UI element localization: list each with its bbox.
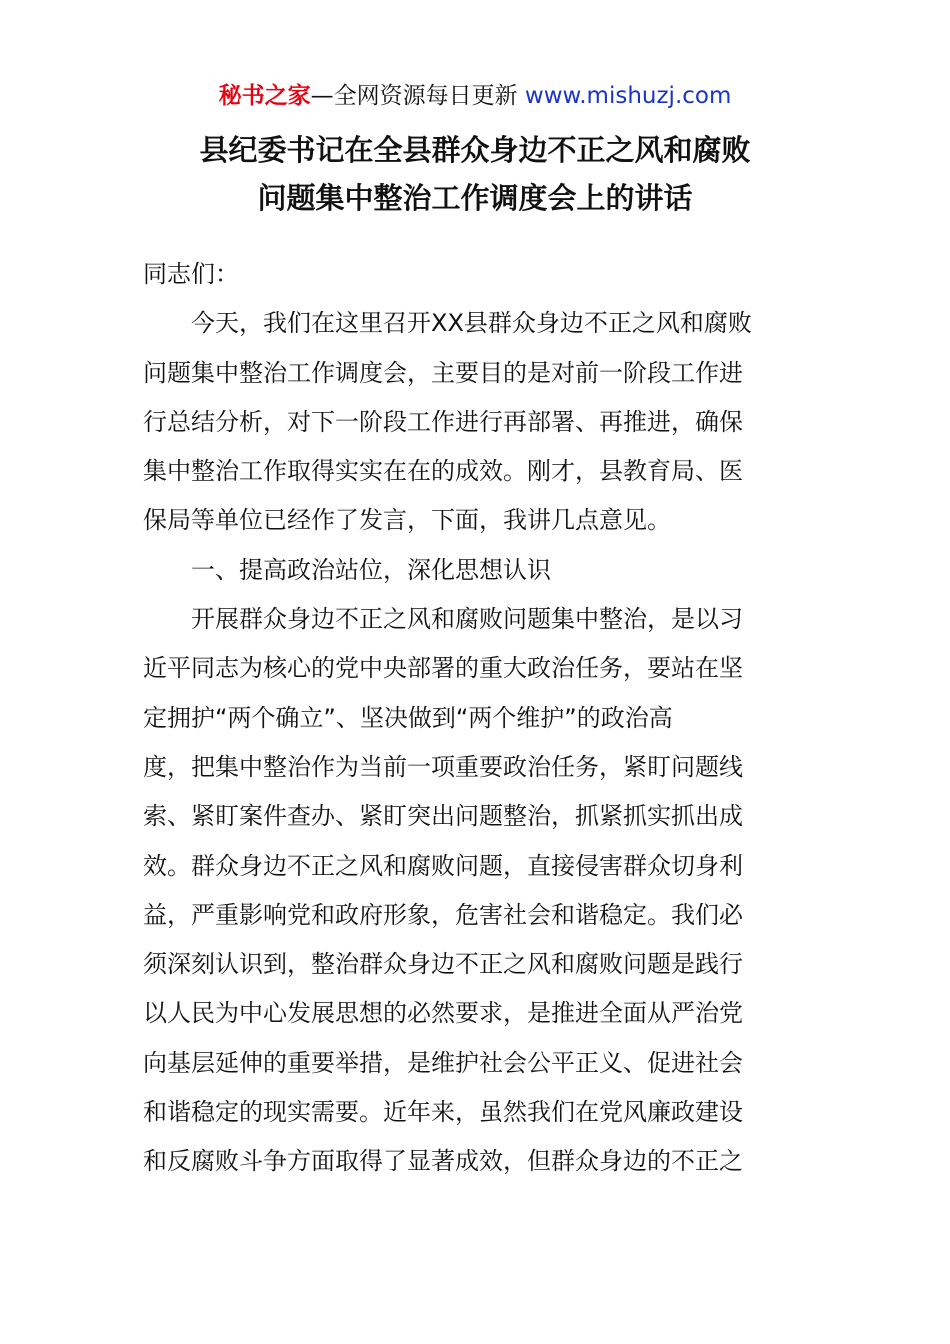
body-line: 和谐稳定的现实需要。近年来，虽然我们在党风廉政建设 [143, 1098, 743, 1127]
body-line: 行总结分析，对下一阶段工作进行再部署、再推进，确保 [143, 407, 743, 436]
body-line: 和反腐败斗争方面取得了显著成效，但群众身边的不正之 [143, 1147, 743, 1176]
body-line: 保局等单位已经作了发言，下面，我讲几点意见。 [143, 506, 671, 535]
brand-name: 秘书之家 [218, 83, 311, 109]
body-line: 效。群众身边不正之风和腐败问题，直接侵害群众切身利 [143, 851, 743, 880]
body-line: 近平同志为核心的党中央部署的重大政治任务，要站在坚 [143, 654, 743, 683]
body-line: 向基层延伸的重要举措，是维护社会公平正义、促进社会 [143, 1048, 743, 1077]
body-line: 索、紧盯案件查办、紧盯突出问题整治，抓紧抓实抓出成 [143, 802, 743, 831]
body-line: 须深刻认识到，整治群众身边不正之风和腐败问题是践行 [143, 950, 743, 979]
document-title [0, 126, 950, 222]
document-body [143, 250, 811, 1187]
body-line: 集中整治工作取得实实在在的成效。刚才，县教育局、医 [143, 457, 743, 486]
header-tagline: —全网资源每日更新 [310, 83, 518, 109]
body-line: 开展群众身边不正之风和腐败问题集中整治，是以习 [191, 605, 743, 634]
section-heading: 一、提高政治站位，深化思想认识 [191, 555, 551, 584]
body-line: 今天，我们在这里召开XX县群众身边不正之风和腐败 [191, 309, 752, 338]
salutation: 同志们： [143, 260, 239, 288]
site-url-link[interactable]: www.mishuzj.com [524, 83, 732, 109]
site-header [0, 80, 950, 112]
body-line: 以人民为中心发展思想的必然要求，是推进全面从严治党 [143, 999, 743, 1028]
body-line: 度，把集中整治作为当前一项重要政治任务，紧盯问题线 [143, 752, 743, 781]
body-line: 定拥护“两个确立”、坚决做到“两个维护”的政治高 [143, 703, 673, 732]
body-line: 问题集中整治工作调度会，主要目的是对前一阶段工作进 [143, 358, 743, 387]
title-line-1: 县纪委书记在全县群众身边不正之风和腐败 [199, 133, 751, 167]
body-line: 益，严重影响党和政府形象，危害社会和谐稳定。我们必 [143, 900, 743, 929]
title-line-2: 问题集中整治工作调度会上的讲话 [257, 181, 693, 215]
